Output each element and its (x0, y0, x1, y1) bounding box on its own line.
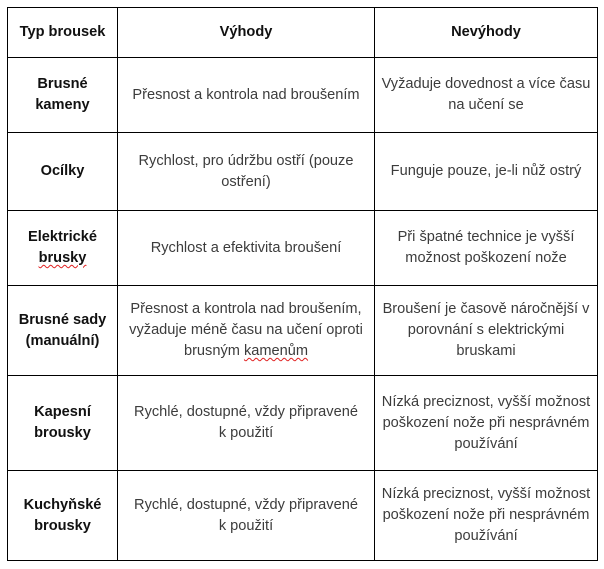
pros-cell: Rychlé, dostupné, vždy připravené k použití (118, 376, 375, 471)
misspelled-word: brusky (38, 250, 87, 266)
cons-cell: Nízká preciznost, vyšší možnost poškození nože při nesprávném používání (375, 376, 598, 471)
sharpener-type-cell: Elektrické brusky (8, 211, 118, 286)
header-nevyhody: Nevýhody (375, 8, 598, 58)
sharpener-type-cell: Kuchyňské brousky (8, 471, 118, 561)
table-row (8, 376, 598, 471)
cons-cell: Nízká preciznost, vyšší možnost poškození nože při nesprávném používání (375, 471, 598, 561)
sharpener-type-cell: Ocílky (8, 133, 118, 211)
table-row (8, 133, 598, 211)
sharpener-type-cell: Brusné sady (manuální) (8, 286, 118, 376)
table-header-row (8, 8, 598, 58)
sharpener-type-cell: Kapesní brousky (8, 376, 118, 471)
table-row (8, 471, 598, 561)
pros-cell: Rychlost, pro údržbu ostří (pouze ostření) (118, 133, 375, 211)
table-row (8, 211, 598, 286)
cons-cell: Vyžaduje dovednost a více času na učení se (375, 58, 598, 133)
sharpener-comparison-table (7, 7, 598, 561)
pros-cell: Rychlé, dostupné, vždy připravené k použití (118, 471, 375, 561)
misspelled-word: kamenům (243, 343, 309, 359)
cons-cell: Funguje pouze, je-li nůž ostrý (375, 133, 598, 211)
pros-cell: Přesnost a kontrola nad broušením, vyžaduje méně času na učení oproti brusným kamenům (118, 286, 375, 376)
table-row (8, 58, 598, 133)
cons-cell: Broušení je časově náročnější v porovnání s elektrickými bruskami (375, 286, 598, 376)
cons-cell: Při špatné technice je vyšší možnost poškození nože (375, 211, 598, 286)
header-typ-brousek: Typ brousek (8, 8, 118, 58)
table-body (8, 58, 598, 561)
sharpener-type-cell: Brusné kameny (8, 58, 118, 133)
table-row (8, 286, 598, 376)
pros-cell: Rychlost a efektivita broušení (118, 211, 375, 286)
pros-cell: Přesnost a kontrola nad broušením (118, 58, 375, 133)
header-vyhody: Výhody (118, 8, 375, 58)
